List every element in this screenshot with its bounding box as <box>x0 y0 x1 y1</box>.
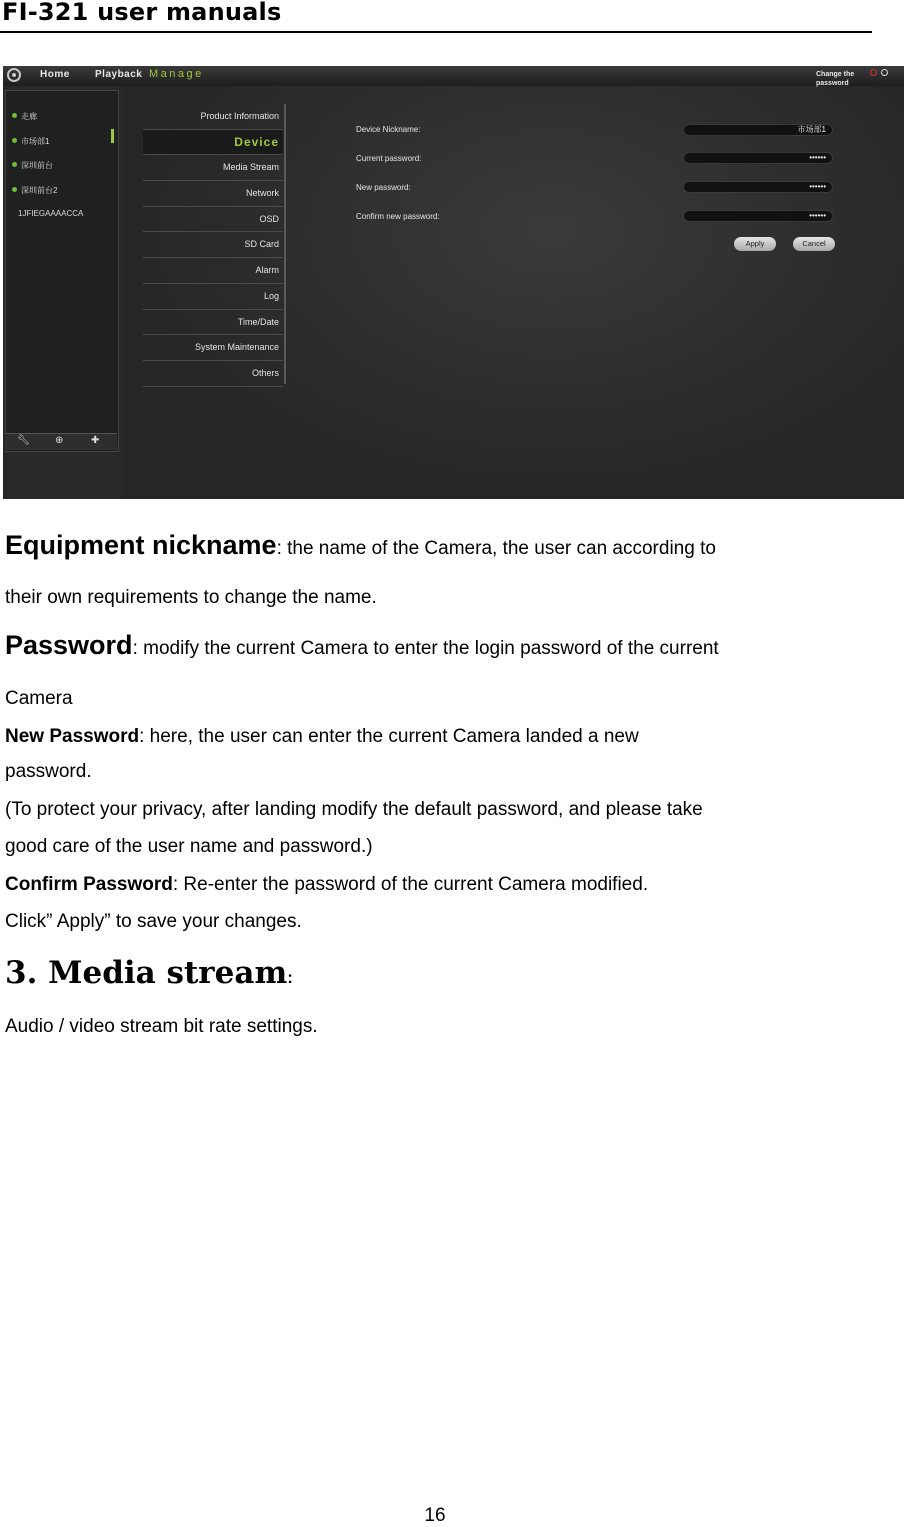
apply-button[interactable]: Apply <box>734 237 776 251</box>
menu-item-osd[interactable]: OSD <box>143 207 283 233</box>
new-password-input[interactable]: •••••• <box>683 181 833 193</box>
current-password-label: Current password: <box>356 154 422 163</box>
confirm-password-paragraph: Confirm Password: Re-enter the password of the current Camera modified. <box>5 874 649 895</box>
header-rule <box>0 31 872 33</box>
selected-device-indicator <box>111 129 114 143</box>
device-item[interactable]: 走廊 <box>12 111 37 122</box>
equipment-nickname-paragraph: Equipment nickname: the name of the Camera, the user can according to <box>5 530 716 560</box>
nav-playback[interactable]: Playback <box>95 69 143 80</box>
password-paragraph-cont: Camera <box>5 688 73 709</box>
change-password-link[interactable]: Change the password <box>816 71 855 87</box>
power-icon[interactable] <box>870 69 877 76</box>
menu-item-media-stream[interactable]: Media Stream <box>143 155 283 181</box>
device-toolbar <box>5 433 117 450</box>
plus-icon[interactable]: ✚ <box>91 435 100 446</box>
device-nickname-label: Device Nickname: <box>356 125 421 134</box>
confirm-password-input[interactable]: •••••• <box>683 210 833 222</box>
menu-item-system-maintenance[interactable]: System Maintenance <box>143 335 283 361</box>
apply-instruction: Click” Apply” to save your changes. <box>5 911 302 932</box>
menu-item-product-information[interactable]: Product Information <box>143 104 283 130</box>
device-item[interactable]: 深圳前台 <box>12 160 53 171</box>
online-status-icon <box>12 138 17 143</box>
device-list-panel <box>5 90 119 452</box>
online-status-icon <box>12 187 17 192</box>
menu-item-others[interactable]: Others <box>143 361 283 387</box>
device-item[interactable]: 市场部1 <box>12 136 49 147</box>
equipment-nickname-term: Equipment nickname <box>5 530 277 560</box>
new-password-paragraph-cont: password. <box>5 761 92 782</box>
menu-item-device[interactable]: Device <box>143 130 283 156</box>
page-number: 16 <box>424 1505 446 1526</box>
close-icon[interactable] <box>881 69 888 76</box>
new-password-paragraph: New Password: here, the user can enter the current Camera landed a new <box>5 726 639 747</box>
settings-menu <box>143 104 283 387</box>
privacy-note: (To protect your privacy, after landing modify the default password, and please take <box>5 799 703 820</box>
app-logo-icon <box>7 68 21 82</box>
cancel-button[interactable]: Cancel <box>793 237 835 251</box>
section-heading: 3. Media stream: <box>5 955 293 991</box>
section-description: Audio / video stream bit rate settings. <box>5 1016 318 1037</box>
online-status-icon <box>12 113 17 118</box>
device-item[interactable]: 深圳前台2 <box>12 185 57 196</box>
device-item[interactable]: 1JFIEGAAAACCA <box>18 209 84 218</box>
confirm-password-term: Confirm Password <box>5 874 173 895</box>
online-status-icon <box>12 162 17 167</box>
top-nav-bar <box>3 66 904 86</box>
menu-item-alarm[interactable]: Alarm <box>143 258 283 284</box>
nav-manage[interactable]: Manage <box>149 68 204 80</box>
equipment-nickname-paragraph-cont: their own requirements to change the name. <box>5 587 377 608</box>
menu-divider <box>284 104 286 384</box>
privacy-note-cont: good care of the user name and password.) <box>5 836 373 857</box>
nav-home[interactable]: Home <box>40 69 70 80</box>
current-password-input[interactable]: •••••• <box>683 152 833 164</box>
search-icon[interactable]: ⊕ <box>55 435 64 446</box>
password-term: Password <box>5 630 133 660</box>
menu-item-log[interactable]: Log <box>143 284 283 310</box>
menu-item-time-date[interactable]: Time/Date <box>143 310 283 336</box>
password-paragraph: Password: modify the current Camera to enter the login password of the current <box>5 630 719 660</box>
device-nickname-input[interactable]: 市场部1 <box>683 124 833 136</box>
menu-item-sd-card[interactable]: SD Card <box>143 232 283 258</box>
wrench-icon[interactable]: 🔧︎ <box>17 435 30 446</box>
device-settings-screenshot <box>3 66 904 499</box>
new-password-term: New Password <box>5 726 140 747</box>
document-title: FI-321 user manuals <box>2 0 282 26</box>
menu-item-network[interactable]: Network <box>143 181 283 207</box>
confirm-password-label: Confirm new password: <box>356 212 440 221</box>
new-password-label: New password: <box>356 183 411 192</box>
